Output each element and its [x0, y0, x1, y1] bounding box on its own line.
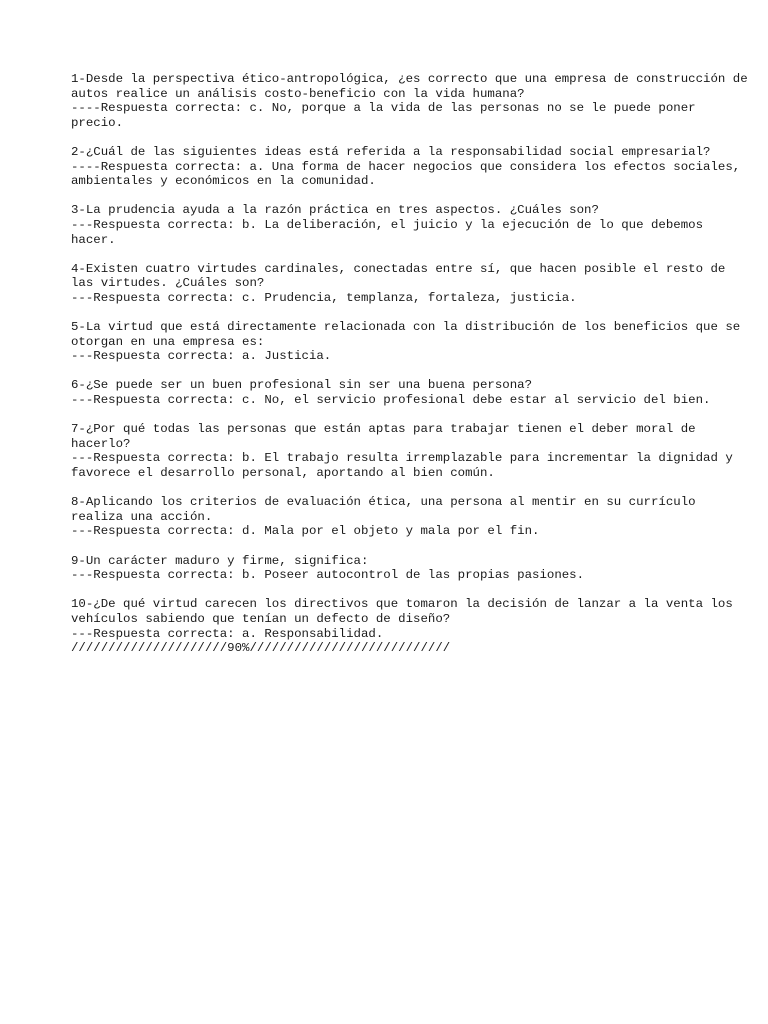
qa-item-6 [71, 378, 751, 407]
answer-text: ---Respuesta correcta: a. Responsabilidad. [71, 626, 384, 641]
qa-item-3 [71, 203, 751, 247]
question-text: 10-¿De qué virtud carecen los directivos que tomaron la decisión de lanzar a la venta los vehículos sabiendo que tenían un defecto de diseño? [71, 597, 741, 626]
document-page [71, 72, 756, 656]
qa-item-10 [71, 597, 751, 655]
question-text: 8-Aplicando los criterios de evaluación ética, una persona al mentir en su currículo realiza una acción. [71, 495, 704, 524]
answer-text: ---Respuesta correcta: b. Poseer autocontrol de las propias pasiones. [71, 568, 585, 583]
answer-text: ---Respuesta correcta: c. No, el servicio profesional debe estar al servicio del bien. [71, 393, 711, 408]
question-text: 4-Existen cuatro virtudes cardinales, conectadas entre sí, que hacen posible el resto de las virtudes. ¿Cuáles son? [71, 261, 733, 291]
question-text: 7-¿Por qué todas las personas que están aptas para trabajar tienen el deber moral de hacerlo? [71, 422, 704, 451]
question-text: 2-¿Cuál de las siguientes ideas está referida a la responsabilidad social empresarial? [71, 144, 711, 159]
question-text: 3-La prudencia ayuda a la razón práctica en tres aspectos. ¿Cuáles son? [71, 203, 599, 218]
question-text: 9-Un carácter maduro y firme, significa: [71, 553, 369, 568]
qa-item-5 [71, 320, 751, 364]
question-text: 1-Desde la perspectiva ético-antropológica, ¿es correcto que una empresa de construcción de autos realice un análisis costo-beneficio con la vida humana? [71, 72, 756, 101]
answer-text: ---Respuesta correcta: a. Justicia. [71, 349, 332, 364]
progress-footer-line: /////////////////////90%/////////////////////////// [71, 641, 451, 656]
answer-text: ---Respuesta correcta: b. La deliberación, el juicio y la ejecución de lo que debemos hacer. [71, 217, 711, 247]
question-text: 5-La virtud que está directamente relacionada con la distribución de los beneficios que se otorgan en una empresa es: [71, 320, 748, 349]
answer-text: ----Respuesta correcta: a. Una forma de hacer negocios que considera los efectos sociales, ambientales y económicos en la comunidad. [71, 159, 748, 189]
answer-text: ---Respuesta correcta: d. Mala por el objeto y mala por el fin. [71, 524, 540, 539]
qa-item-9 [71, 554, 751, 583]
question-text: 6-¿Se puede ser un buen profesional sin ser una buena persona? [71, 378, 533, 393]
answer-text: ----Respuesta correcta: c. No, porque a la vida de las personas no se le puede poner precio. [71, 101, 704, 130]
qa-item-4 [71, 262, 751, 306]
qa-item-2 [71, 145, 751, 189]
qa-item-7 [71, 422, 751, 480]
qa-item-8 [71, 495, 751, 539]
answer-text: ---Respuesta correcta: c. Prudencia, templanza, fortaleza, justicia. [71, 290, 577, 305]
answer-text: ---Respuesta correcta: b. El trabajo resulta irremplazable para incrementar la dignidad y favorece el desarrollo personal, aportando al bien común. [71, 451, 741, 481]
qa-item-1 [71, 72, 756, 130]
